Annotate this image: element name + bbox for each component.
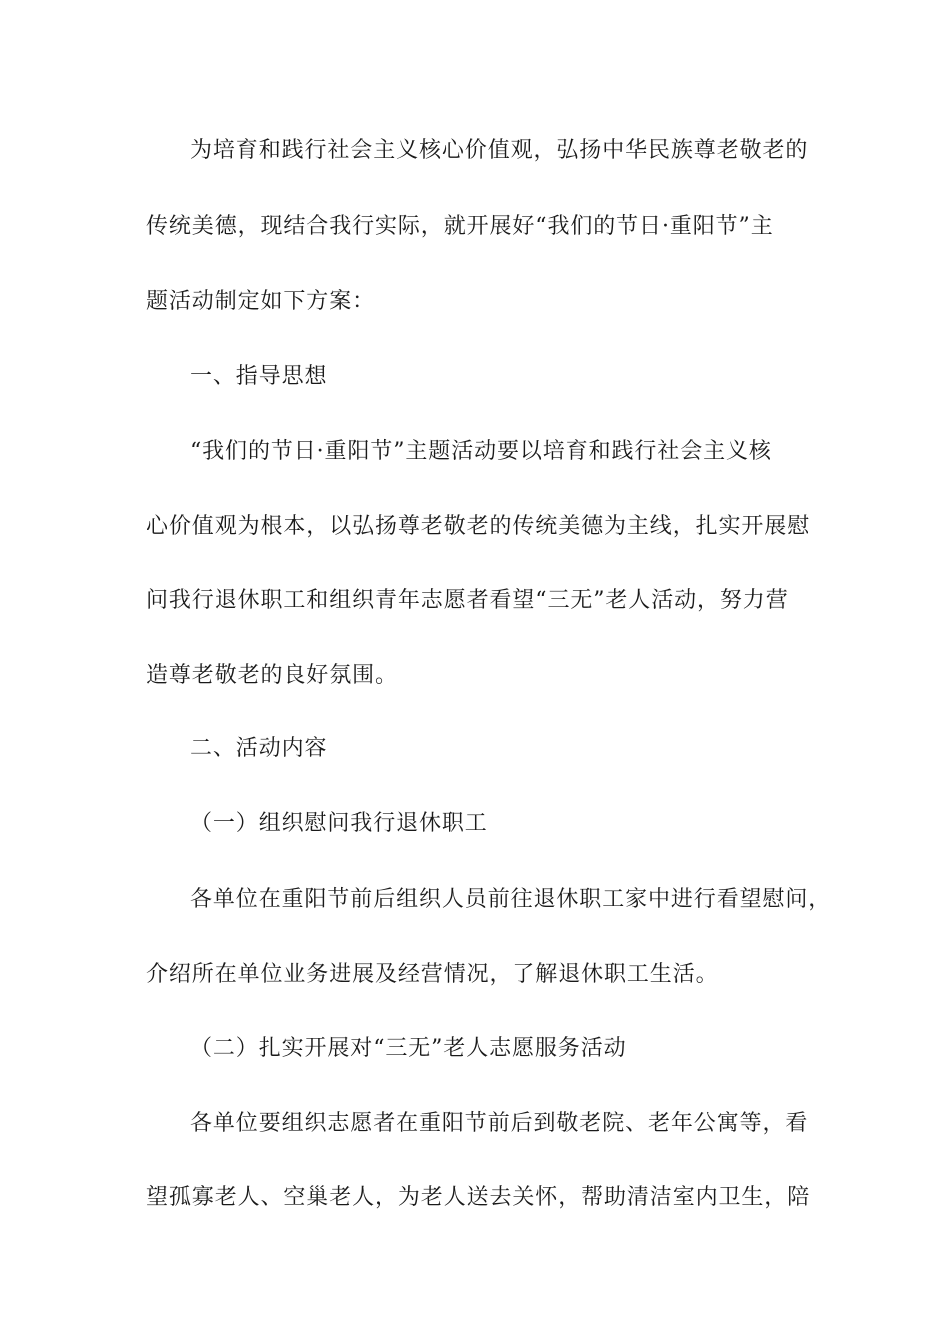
intro-paragraph-line-2: 传统美德，现结合我行实际，就开展好“我们的节日·重阳节”主 <box>146 214 774 239</box>
ideology-paragraph-line-2: 心价值观为根本，以弘扬尊老敬老的传统美德为主线，扎实开展慰 <box>146 514 811 539</box>
intro-paragraph-line-1: 为培育和践行社会主义核心价值观，弘扬中华民族尊老敬老的 <box>190 138 809 163</box>
volunteer-paragraph-line-2: 望孤寡老人、空巢老人，为老人送去关怀，帮助清洁室内卫生，陪 <box>146 1185 811 1210</box>
section-heading-guiding-ideology: 一、指导思想 <box>190 364 328 389</box>
subsection-heading-visit-retirees: （一）组织慰问我行退休职工 <box>190 811 488 836</box>
ideology-paragraph-line-4: 造尊老敬老的良好氛围。 <box>146 663 398 688</box>
ideology-paragraph-line-3: 问我行退休职工和组织青年志愿者看望“三无”老人活动，努力营 <box>146 588 789 613</box>
section-heading-activity-content: 二、活动内容 <box>190 736 328 761</box>
volunteer-paragraph-line-1: 各单位要组织志愿者在重阳节前后到敬老院、老年公寓等，看 <box>190 1111 809 1136</box>
visit-paragraph-line-2: 介绍所在单位业务进展及经营情况，了解退休职工生活。 <box>146 962 719 987</box>
subsection-heading-volunteer-service: （二）扎实开展对“三无”老人志愿服务活动 <box>190 1036 627 1061</box>
intro-paragraph-line-3: 题活动制定如下方案： <box>146 289 376 314</box>
visit-paragraph-line-1: 各单位在重阳节前后组织人员前往退休职工家中进行看望慰问， <box>190 887 832 912</box>
ideology-paragraph-line-1: “我们的节日·重阳节”主题活动要以培育和践行社会主义核 <box>190 439 772 464</box>
